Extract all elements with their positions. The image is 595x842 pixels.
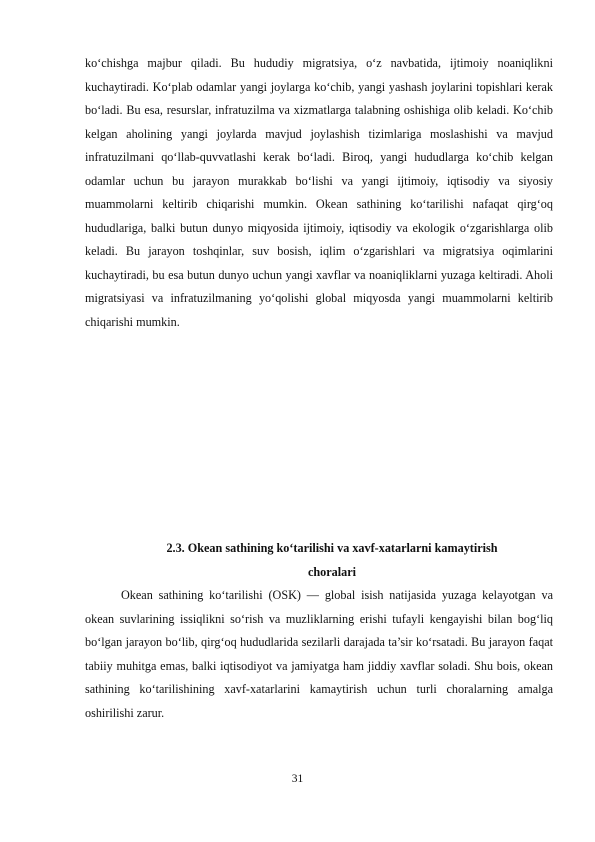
body-paragraph-1: ko‘chishga majbur qiladi. Bu hududiy migratsiya, o‘z navbatida, ijtimoiy noaniqlikni kuchaytiradi. Ko‘plab odamlar yangi joylarga ko‘chib, yangi yashash joylarini topishlari kerak bo‘ladi. Bu esa, resurslar, infratuzilma va xizmatlarga talabning oshishiga olib keladi. Ko‘chib kelgan aholining yangi joylarda mavjud joylashish tizimlariga moslashishi va mavjud infratuzilmani qo‘llab-quvvatlashi kerak bo‘ladi. Biroq, yangi hududlarga ko‘chib kelgan odamlar uchun bu jarayon murakkab bo‘lishi va yangi ijtimoiy, iqtisodiy va siyosiy muammolarni keltirib chiqarishi mumkin. Okean sathining ko‘tarilishi nafaqat qirg‘oq hududlariga, balki butun dunyo miqyosida ijtimoiy, iqtisodiy va ekologik o‘zgarishlarga olib keladi. Bu jarayon toshqinlar, suv bosish, iqlim o‘zgarishlari va migratsiya oqimlarini kuchaytiradi, bu esa butun dunyo uchun yangi xavflar va noaniqliklarni yuzaga keltiradi. Aholi migratsiyasi va infratuzilmaning yo‘qolishi global miqyosda yangi muammolarni keltirib chiqarishi mumkin. bbox=[85, 56, 553, 329]
section-heading-line-2: choralari bbox=[307, 564, 357, 579]
section-heading-line-1: 2.3. Okean sathining ko‘tarilishi va xavf-xatarlarni kamaytirish bbox=[166, 541, 498, 555]
page-number: 31 bbox=[291, 773, 304, 785]
section-heading bbox=[85, 537, 553, 584]
body-paragraph-2: Okean sathining ko‘tarilishi (OSK) — global isish natijasida yuzaga kelayotgan va okean suvlarining issiqlikni so‘rish va muzliklarning erishi tufayli kengayishi bilan bog‘liq bo‘lgan jarayon bo‘lib, qirg‘oq hududlarida sezilarli darajada ta’sir ko‘rsatadi. Bu jarayon faqat tabiiy muhitga emas, balki iqtisodiyot va jamiyatga ham jiddiy xavflar soladi. Shu bois, okean sathining ko‘tarilishining xavf-xatarlarini kamaytirish uchun turli choralarning amalga oshirilishi zarur. bbox=[85, 588, 553, 720]
